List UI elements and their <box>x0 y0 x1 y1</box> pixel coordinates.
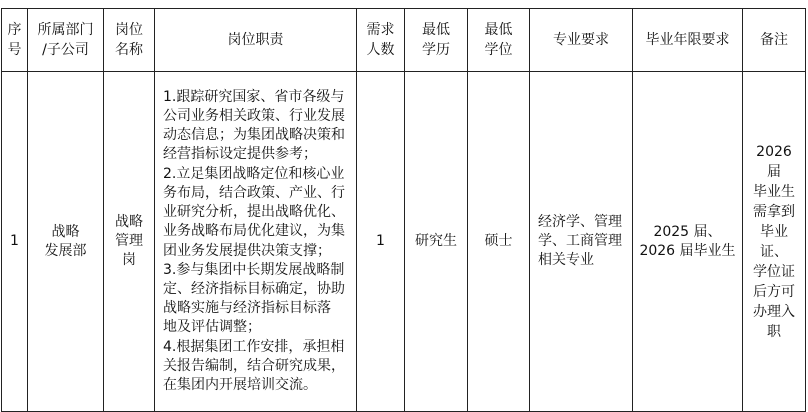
cell-position: 战略 管理 岗 <box>104 72 155 412</box>
header-remark: 备注 <box>743 9 806 72</box>
header-count: 需求 人数 <box>357 9 405 72</box>
header-duty: 岗位职责 <box>155 9 357 72</box>
cell-degree: 硕士 <box>468 72 530 412</box>
table-row <box>2 72 806 412</box>
header-grad-year: 毕业年限要求 <box>633 9 743 72</box>
header-edu: 最低 学历 <box>405 9 468 72</box>
cell-major: 经济学、管理 学、工商管理 相关专业 <box>530 72 633 412</box>
cell-edu: 研究生 <box>405 72 468 412</box>
cell-remark: 2026 届 毕业生 需拿到 毕业证、 学位证 后方可 办理入 职 <box>743 72 806 412</box>
header-dept: 所属部门 /子公司 <box>28 9 104 72</box>
cell-count: 1 <box>357 72 405 412</box>
header-seq: 序 号 <box>2 9 28 72</box>
header-major: 专业要求 <box>530 9 633 72</box>
job-table <box>1 8 806 412</box>
header-row <box>2 9 806 72</box>
header-position: 岗位 名称 <box>104 9 155 72</box>
cell-grad-year: 2025 届、 2026 届毕业生 <box>633 72 743 412</box>
cell-dept: 战略 发展部 <box>28 72 104 412</box>
cell-duty: 1.跟踪研究国家、省市各级与 公司业务相关政策、行业发展 动态信息；为集团战略决策和 经营指标设定提供参考； 2.立足集团战略定位和核心业 务布局，结合政策、产业、行 业研究分析，提出战略优化、 业务战略布局优化建议，为集 团业务发展提供决策支撑； 3.参与集团中长期发展战略制 定、经济指标目标确定，协助 战略实施与经济指标目标落 地及评估调整； 4.根据集团工作安排，承担相 关报告编制，结合研究成果， 在集团内开展培训交流。 <box>155 72 357 412</box>
cell-seq: 1 <box>2 72 28 412</box>
cropped-heading-strip <box>0 0 808 7</box>
header-degree: 最低 学位 <box>468 9 530 72</box>
